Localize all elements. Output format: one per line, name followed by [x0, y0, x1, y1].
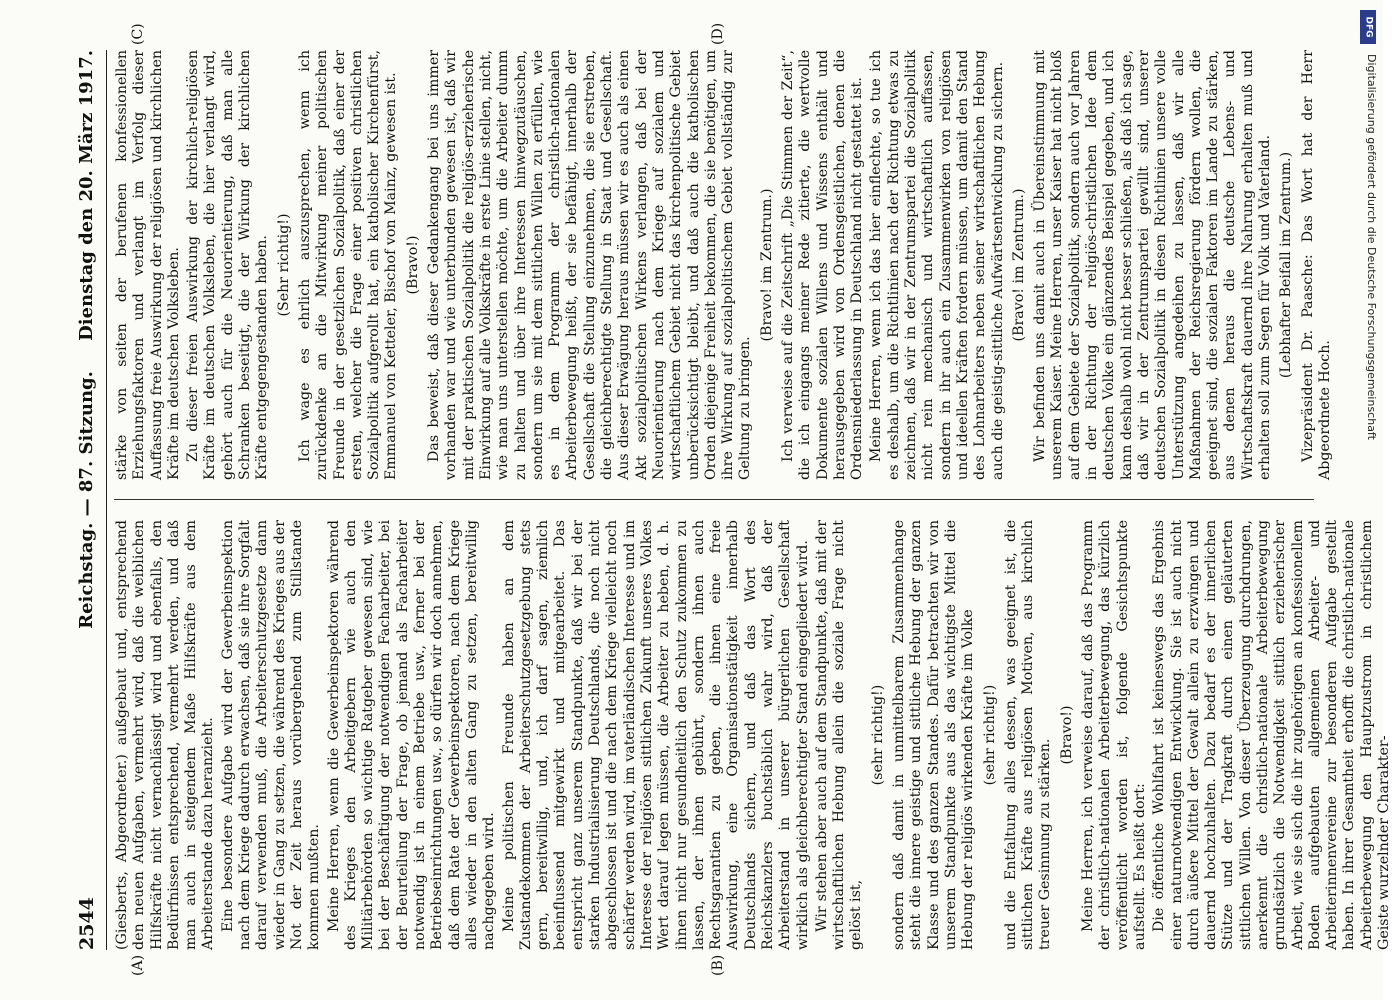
session-date: Dienstag den 20. März 1917. [76, 50, 97, 341]
interjection: (Bravo!) [404, 235, 421, 295]
column-divider [114, 499, 1314, 500]
interjection: (Bravo! im Zentrum.) [1010, 188, 1027, 342]
session-title: Reichstag. — 87. Sitzung. [76, 371, 97, 629]
paragraph: Das beweist, daß dieser Gedankengang bei uns immer vorhanden war und wie unterbunden gewesen ist, daß wir mit der praktischen Sozialpolitik die religiös-erzieherische Einwirkung auf alle Volkskräfte in erste Linie stellen, nicht, wie man uns unterstellen möchte, um die Arbeiter dumm zu halten und über ihre Interessen hinwegzutäuschen, sondern um sie mit dem sittlichen Willen zu erfüllen, wie es in dem Programm der christlich-nationalen Arbeiterbewegung heißt, der sie befähigt, innerhalb der Gesellschaft die Stellung einzunehmen, die sie erstreben, die gleichberechtigte Stellung in Staat und Gesellschaft. Aus dieser Erwägung heraus müssen wir es auch als einen Akt sozialpolitischen Wirkens verlangen, daß bei der Neuorientierung nach dem Kriege auf sozialem und wirtschaftlichem Gebiet nicht das kirchenpolitische Gebiet unberücksichtigt bleibt, und daß auch die katholischen Orden diejenige Freiheit bekommen, die sie benötigen, um ihre Wirkung auf sozialpolitischem Gebiet vollständig zur Geltung zu bringen. [426, 50, 754, 480]
page-header [70, 50, 107, 950]
interjection: (Bravo!) [1058, 705, 1075, 765]
paragraph: Meine politischen Freunde haben an dem Zustandekommen der Arbeiterschutzgesetzgebung stets gern, bereitwillig, und, ich darf sagen, ziemlich beeinflussend mitgewirkt und mitgearbeitet. Das entspricht ganz unserem Standpunkte, daß wir bei der starken Industrialisierung Deutschlands, die noch nicht abgeschlossen ist und die nach dem Kriege vielleicht noch schärfer werden wird, im vaterländischen Interesse und im Interesse der religiösen sittlichen Zukunft unseres Volkes Wert darauf legen müssen, die Arbeiter zu heben, d. h. ihnen nicht nur gesundheitlich den Schutz zukommen zu lassen, der ihnen gebührt, sondern ihnen auch Rechtsgarantien zu geben, die ihnen eine freie Auswirkung, eine Organisationstätigkeit innerhalb Deutschlands sichern, und daß das Wort des Reichskanzlers buchstäblich wahr wird, daß der Arbeiterstand in unserer bürgerlichen Gesellschaft wirklich als gleichberechtigter Stand eingegliedert wird. [500, 520, 811, 950]
page-number: 2544 [76, 897, 98, 950]
right-text-column [114, 50, 1336, 480]
interjection: (Sehr richtig!) [275, 213, 292, 317]
credit-text: Digitalisierung gefördert durch die Deutsche Forschungsgemeinschaft [1365, 54, 1378, 440]
margin-marker-d: (D) [710, 22, 726, 45]
digitization-credit [1356, 10, 1380, 990]
interjection: (sehr richtig!) [869, 684, 886, 786]
paragraph: Meine Herren, wenn die Gewerbeinspektoren während des Krieges den Arbeitgebern wie auch den Militärbehörden so wichtige Ratgeber gewesen sind, wie bei der Beschäftigung der notwendigen Facharbeiter, bei der Beurteilung der Frage, ob jemand als Facharbeiter notwendig ist in einem Betriebe usw., ferner bei der Betriebseinrichtungen usw., so dürfen wir doch annehmen, daß dem Rate der Gewerbeinspektoren, nach dem Kriege alles wieder in den alten Gang zu setzen, bereitwillig nachgegeben wird. [325, 520, 498, 950]
paragraph: Die öffentliche Wohlfahrt ist keineswegs das Ergebnis einer naturnotwendigen Entwicklung. Sie ist auch nicht durch äußere Mittel der Gewalt allein zu erzwingen und dauernd hochzuhalten. Dazu bedarf es der innerlichen Stütze und der Tragkraft durch einen geläuterten sittlichen Willen. Von dieser Überzeugung durchdrungen, anerkennt die christlich-nationale Arbeiterbewegung grundsätzlich die Notwendigkeit sittlich erzieherischer Arbeit, wie sie sich die ihr zugehörigen an konfessionellem Boden aufgebauten allgemeinen Arbeiter- und Arbeiterinnenvereine zur besonderen Aufgabe gestellt haben. In ihrer Gesamtheit erhofft die christlich-nationale Arbeiterbewegung den Hauptzustrom in christlichem Geiste wurzelnder Charakter- [1151, 520, 1393, 950]
paragraph: Eine besondere Aufgabe wird der Gewerbeinspektion nach dem Kriege dadurch erwachsen, daß sie ihre Sorgfalt darauf verwenden muß, die Arbeiterschutzgesetze dann wieder in Gang zu setzen, die während des Krieges aus der Not der Zeit heraus vorübergehend zum Stillstande kommen mußten. [219, 520, 323, 950]
paragraph: Wir stehen aber auch auf dem Standpunkte, daß mit der wirtschaftlichen Hebung allein die soziale Frage nicht gelöst ist, [813, 520, 865, 950]
paragraph: Meine Herren, wenn ich das hier einflechte, so tue ich es deshalb, um die Richtlinien nach der Richtung etwas zu zeichnen, daß wir in der Zentrumspartei die Sozialpolitik nicht rein mechanisch und wirtschaftlich auffassen, sondern in ihr auch ein Zusammenwirken von religiösen und ideellen Kräften fordern müssen, um damit den Stand des Lohnarbeiters neben seiner wirtschaftlichen Hebung auch die geistig-sittliche Aufwärtsentwicklung zu sichern. [868, 50, 1006, 480]
dfg-logo-text: DFG [1363, 16, 1374, 38]
interjection: (Lebhafter Beifall im Zentrum.) [1278, 151, 1295, 379]
paragraph: (Giesberts, Abgeordneter.) außgebaut und, entsprechend den neuen Aufgaben, vermehrt wird, daß die weiblichen Hilfskräfte nicht vernachlässigt wird und ebenfalls, den Bedürfnissen entsprechend, vermehrt werden, und daß man auch in steigendem Maße Hilfskräfte aus dem Arbeiterstande dazu heranzieht. [114, 520, 217, 950]
paragraph: und die Entfaltung alles dessen, was geeignet ist, die sittlichen Kräfte aus religiösen Motiven, aus kirchlich treuer Gesinnung zu stärken. [1002, 520, 1054, 950]
paragraph: Wir befinden uns damit auch in Übereinstimmung mit unserem Kaiser. Meine Herren, unser Kaiser hat nicht bloß auf dem Gebiete der Sozialpolitik, sondern auch vor Jahren in der Richtung der religiös-christlichen Idee dem deutschen Volke ein glänzendes Beispiel gegeben, und ich kann deshalb wohl nicht besser schließen, als daß ich sage, daß wir in der Zentrumspartei gewillt sind, unserer deutschen Sozialpolitik in diesen Richtlinien unsere volle Unterstützung angedeihen zu lassen, daß wir alle Maßnahmen der Reichsregierung fördern wollen, die geeignet sind, die sozialen Faktoren im Lande zu stärken, aus denen heraus die deutsche Lebens- und Wirtschaftskraft dauernd ihre Nahrung erhalten muß und erhalten soll zum Segen für Volk und Vaterland. [1032, 50, 1273, 480]
margin-marker-b: (B) [710, 954, 726, 976]
paragraph: stärke von seiten der berufenen konfessionellen Erziehungsfaktoren und verlangt im Verfolg dieser Auffassung freie Auswirkung der religiösen und kirchlichen Kräfte im deutschen Volksleben. [114, 50, 182, 480]
margin-marker-a: (A) [130, 954, 146, 976]
paragraph: Ich wage es ehrlich auszusprechen, wenn ich zurückdenke an die Mitwirkung meiner politischen Freunde in der gesetzlichen Sozialpolitik, daß einer der ersten, welcher die Frage einer positiven christlichen Sozialpolitik aufgerollt hat, ein katholischer Kirchenfürst, Emmanuel von Ketteler, Bischof von Mainz, gewesen ist. [296, 50, 400, 480]
paragraph: Zu dieser freien Auswirkung der kirchlich-religiösen Kräfte im deutschen Volksleben, die hier verlangt wird, gehört auch für die Neuorientierung, daß man alle Schranken beseitigt, die der Wirkung der kirchlichen Kräfte entgegengestanden haben. [185, 50, 271, 480]
margin-marker-c: (C) [130, 23, 146, 45]
paragraph: Ich verweise auf die Zeitschrift „Die Stimmen der Zeit“, die ich eingangs meiner Rede zitierte, die wertvolle Dokumente sozialen Willens und Wissens enthält und herausgegeben wird von Ordensgeistlichen, denen die Ordensniederlassung in Deutschland nicht gestattet ist. [779, 50, 866, 480]
left-text-column [114, 520, 1395, 950]
interjection: (Bravo! im Zentrum.) [758, 188, 775, 342]
dfg-logo [1360, 10, 1376, 44]
interjection: (sehr richtig!) [981, 684, 998, 786]
paragraph: Meine Herren, ich verweise darauf, daß das Programm der christlich-nationalen Arbeiterbewegung, das kürzlich veröffentlicht worden ist, folgende Gesichtspunkte aufstellt. Es heißt dort: [1080, 520, 1148, 950]
paragraph: Vizepräsident Dr. Paasche: Das Wort hat der Herr Abgeordnete Hoch. [1299, 50, 1333, 480]
paragraph: sondern daß damit in unmittelbarem Zusammenhange steht die innere geistige und sittliche Hebung der ganzen Klasse und des ganzen Standes. Dafür betrachten wir von unserem Standpunkte aus als das wichtigste Mittel die Hebung der religiös wirkenden Kräfte im Volke [891, 520, 977, 950]
